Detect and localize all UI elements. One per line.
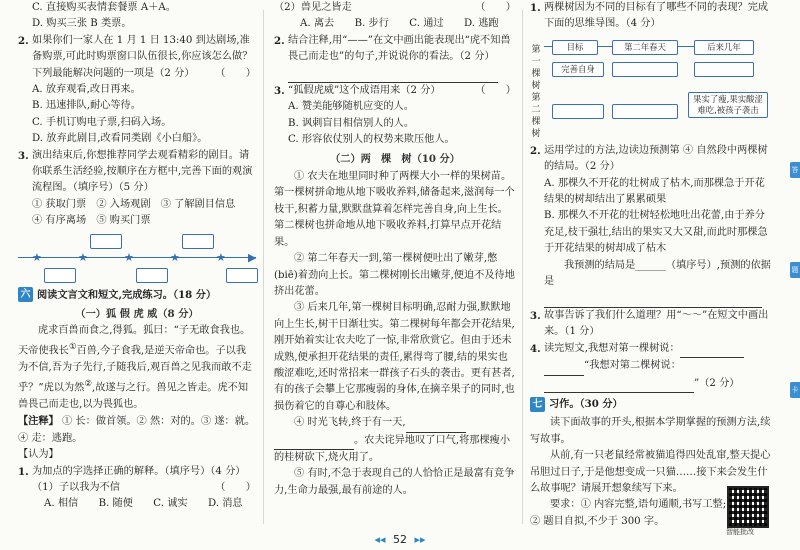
sub-question-text: （2）兽见之皆走 xyxy=(274,2,352,13)
option-text: D. 购买三张 B 类票。 xyxy=(32,18,132,30)
mind-map-tree-label: 第一棵树 xyxy=(531,44,541,91)
column-middle xyxy=(274,0,516,528)
option-text: B. 讽刺盲目相信别人的人。 xyxy=(288,117,415,129)
mind-map-blank[interactable] xyxy=(612,104,678,119)
passage-paragraph: ⑤ 有时,不急于表现自己的人恰恰正是最富有竞争力,生命力最强,最有前途的人。 xyxy=(274,468,515,496)
note-text: ① 长：做首领。② 然：对的。③ 遂：就。④ 走：逃跑。 xyxy=(18,416,256,444)
answer-box[interactable] xyxy=(90,234,122,249)
passage-text: ,故遂与之行。兽见之皆走。虎不知兽畏己而走也,以为畏狐也。 xyxy=(18,382,249,410)
option-text: C. 手机订购电子票,扫码入场。 xyxy=(32,116,172,128)
answer-paren[interactable]: （ ） xyxy=(215,67,256,79)
mind-map-blank[interactable] xyxy=(694,62,754,77)
question-2 xyxy=(18,33,256,82)
question-number: 3. xyxy=(18,149,29,162)
question-text: “我想对第二棵树说： xyxy=(584,360,681,372)
column-right xyxy=(530,0,772,528)
passage-text: ④ 时光飞转,终于有一天, xyxy=(294,417,406,429)
passage-paragraph xyxy=(274,415,516,466)
option-text: A. 赞美能够随机应变的人。 xyxy=(288,101,414,113)
question-3 xyxy=(274,83,516,99)
answer-paren[interactable]: （ ） xyxy=(215,481,256,493)
column-divider xyxy=(263,10,264,524)
option-text: A. 相信 B. 随便 C. 诚实 D. 消息 xyxy=(44,498,243,510)
section-title: 阅读文言文和短文,完成练习。（18 分） xyxy=(37,288,217,301)
question-3 xyxy=(530,308,772,341)
answer-line[interactable] xyxy=(274,66,516,83)
option-text: D. 放弃此剧目,改看同类剧《小白船》。 xyxy=(32,133,208,145)
section-6-header xyxy=(18,287,256,303)
question-text: 结合注释,用“——”在文中画出能表现出“虎不知兽畏己而走也”的句子,并说说你的看法。（2 分） xyxy=(288,34,511,63)
question-3 xyxy=(18,148,256,197)
note-line xyxy=(18,413,256,447)
mind-map-header: 第二年春天 xyxy=(612,40,678,55)
answer-line[interactable] xyxy=(544,358,584,375)
star-icon: ★ xyxy=(216,250,226,264)
classical-question-1 xyxy=(18,464,256,480)
question-number: 1. xyxy=(18,465,29,478)
mind-map-blank[interactable] xyxy=(552,104,604,119)
option-text: A. 放弃观看,改日再来。 xyxy=(32,84,141,96)
option-text: ① 获取门票 ② 入场观剧 ③ 了解剧目信息 xyxy=(32,198,236,210)
question-text-line xyxy=(530,376,772,393)
column-left xyxy=(18,0,256,528)
passage-text: 虎求百兽而食之,得狐。狐曰：“子无敢食我也。天帝使我长 xyxy=(18,324,251,357)
option-text: A. 那棵久不开花的壮树成了枯木,而那棵急于开花结果的树却结出了累累硕果 xyxy=(544,177,765,206)
sub-question xyxy=(18,480,256,496)
next-page-icon[interactable]: ▸▸ xyxy=(414,533,426,546)
arrow-icon: ▶ xyxy=(248,250,257,264)
section-title: 习作。（30 分） xyxy=(549,397,623,410)
answer-line[interactable] xyxy=(406,415,466,432)
option-text: A. 离去 B. 步行 C. 通过 D. 逃跑 xyxy=(300,18,499,30)
passage-text: 。农夫诧异地叹了口气,将那棵瘦小的桂树砍下,烧火用了。 xyxy=(274,434,511,463)
side-tab[interactable]: 答 xyxy=(790,162,800,178)
question-text: 两棵树因为不同的目标有了哪些不同的表现？完成下面的思维导图。（4 分） xyxy=(544,2,769,30)
answer-line[interactable] xyxy=(680,341,744,358)
answer-line[interactable] xyxy=(530,290,772,307)
answer-paren[interactable]: （ ） xyxy=(475,2,516,13)
answer-box[interactable] xyxy=(182,234,214,249)
side-tab[interactable]: 卡 xyxy=(790,382,800,398)
passage-paragraph: ① 农夫在地里同时种了两棵大小一样的果树苗。第一棵树拼命地从地下吸收养料,储备起来,滋润每一个枝干,积蓄力量,默默盘算着怎样完善自身,向上生长。第二棵树也拼命地从地下吸收养料,打算早点开花结果。 xyxy=(274,171,515,248)
star-icon: ★ xyxy=(170,250,180,264)
question-number: 3. xyxy=(530,309,541,322)
question-number: 2. xyxy=(18,34,29,47)
prev-page-icon[interactable]: ◂◂ xyxy=(374,533,386,546)
question-number: 2. xyxy=(274,34,285,47)
question-4 xyxy=(530,341,772,358)
star-icon: ★ xyxy=(78,250,88,264)
option-text: B. 那棵久不开花的壮树轻松地吐出花蕾,由于养分充足,枝干强壮,结出的果实又大又甜,而此时那棵急于开花结果的树却成了枯木 xyxy=(544,210,768,255)
note-line: 【认为】 xyxy=(18,449,59,461)
question-text: 如果你们一家人在 1 月 1 日 13:40 到达剧场,准备购票,可此时购票窗口队伍很长,你应该怎么做？下列最能解决问题的一项是（2 分） xyxy=(32,34,253,79)
question-text: 演出结束后,你想推荐同学去观看精彩的剧目。请你联系生活经验,按顺序在方框中,完善下面的观演流程图。（填序号）（5 分） xyxy=(32,149,253,194)
qr-label: 智能批改 xyxy=(726,528,754,536)
mind-map-header: 后来几年 xyxy=(694,40,754,55)
requirement-label: 要求： xyxy=(550,499,581,511)
question-1 xyxy=(530,0,772,33)
question-number: 1. xyxy=(530,2,541,14)
flow-timeline xyxy=(18,232,256,284)
requirement-item: ① 内容完整,语句通顺,书写工整; xyxy=(580,499,727,511)
question-text: 故事告诉了我们什么道理？用“～～”在短文中画出来。（1 分） xyxy=(544,309,769,338)
mind-map-cell: 完善自身 xyxy=(552,62,604,77)
essay-intro: 读下面故事的开头,根据本学期掌握的预测方法,续写故事。 xyxy=(530,417,771,445)
section-7-header xyxy=(530,396,772,412)
mind-map-blank[interactable] xyxy=(612,62,678,77)
sub-question xyxy=(274,0,516,16)
mind-map xyxy=(530,36,772,140)
side-tab[interactable]: 题 xyxy=(790,262,800,278)
mind-map-cell: 果实了瘦,果实酸涩难吃,被孩子袭击 xyxy=(688,92,768,118)
star-icon: ★ xyxy=(32,250,42,264)
passage-paragraph: ③ 后来几年,第一棵树目标明确,忍耐力强,默默地向上生长,树干日渐壮实。第二棵树每年都会开花结果,刚开始着实让农夫吃了一惊,非常欣赏它。但由于还未成熟,便承担开花结果的责任,累得弯了腰,结的果实也酸涩难吃,还时常招来一群孩子石头的袭击。更有甚者,有的孩子会攀上它那瘦弱的身体,在摘辛果子的同时,也损伤着它的自尊心和肢体。 xyxy=(274,302,515,412)
question-text: ”（2 分） xyxy=(694,377,740,389)
question-text: 读完短文,我想对第一棵树说： xyxy=(544,342,680,354)
essay-story: 从前,有一只老鼠经常被猫追得四处乱窜,整天提心吊胆过日子,于是他想变成一只猫……接下来会发生什么故事呢？请展开想象续写下来。 xyxy=(530,450,771,494)
sub-question-text: （1）子以我为不信 xyxy=(32,481,120,493)
mind-map-header: 目标 xyxy=(552,40,598,55)
prediction-line[interactable]: 我预测的结局是______（填序号）,预测的依据是 xyxy=(544,259,771,288)
option-text: ④ 有序离场 ⑤ 购买门票 xyxy=(32,215,151,227)
answer-box[interactable] xyxy=(44,268,76,283)
column-divider xyxy=(522,10,523,524)
note-tag: 【注释】 xyxy=(18,415,59,428)
star-icon: ★ xyxy=(124,250,134,264)
answer-paren[interactable]: （ ） xyxy=(475,85,516,97)
mind-map-tree-label: 第二棵树 xyxy=(531,92,541,139)
question-text: 为加点的字选择正确的解释。（填序号）（4 分） xyxy=(32,465,246,477)
classical-passage: 虎求百兽而食之,得狐。狐曰：“子无敢食我也。天帝使我长①百兽,今子食我,是逆天帝命也。子以我为不信,吾为子先行,子随我后,观百兽之见我而敢不走乎？”虎以为然②,故遂与之行。兽见之皆走。虎不知兽畏己而走也,以为畏狐也。 xyxy=(18,324,252,410)
question-number: 2. xyxy=(530,144,541,157)
question-2 xyxy=(274,33,516,66)
passage-title: （一）狐 假 虎 威（8 分） xyxy=(75,308,199,321)
option-text: C. 形容依仗别人的权势来欺压他人。 xyxy=(288,134,455,146)
question-text: “狐假虎威”这个成语用来（2 分） xyxy=(288,85,441,97)
essay-requirement: ② 题目自拟,不少于 300 字。 xyxy=(530,515,665,527)
answer-line[interactable] xyxy=(544,376,694,393)
option-text: C. 直接购买表情套餐票 A＋A。 xyxy=(32,2,176,13)
question-2 xyxy=(530,143,772,176)
question-text: 运用学过的方法,边读边预测第 ④ 自然段中两棵树的结局。（2 分） xyxy=(544,144,768,173)
question-number: 4. xyxy=(530,342,541,355)
answer-box[interactable] xyxy=(226,268,258,283)
option-text: B. 迅速排队,耐心等待。 xyxy=(32,100,141,112)
answer-line[interactable] xyxy=(274,433,354,450)
section-badge: 七 xyxy=(530,397,545,412)
answer-box[interactable] xyxy=(136,268,168,283)
passage-paragraph: ② 第二年春天一到,第一棵树便吐出了嫩芽,憋(biē)着劲向上长。第二棵树刚长出嫩芽,便迫不及待地挤出花蕾。 xyxy=(274,253,515,297)
page-number: 52 xyxy=(393,533,407,546)
question-number: 3. xyxy=(274,85,285,98)
passage-text: 百兽,今子食我,是逆天帝命也。子以我为不信,吾为子先行,子随我后,观百兽之见我而敢不走乎？”虎以为然 xyxy=(18,345,252,394)
page-footer xyxy=(0,533,800,546)
question-text-line xyxy=(530,358,772,375)
section-badge: 六 xyxy=(18,287,33,302)
qr-code-icon[interactable] xyxy=(727,486,769,528)
passage-title: （二）两 棵 树（10 分） xyxy=(330,152,460,165)
